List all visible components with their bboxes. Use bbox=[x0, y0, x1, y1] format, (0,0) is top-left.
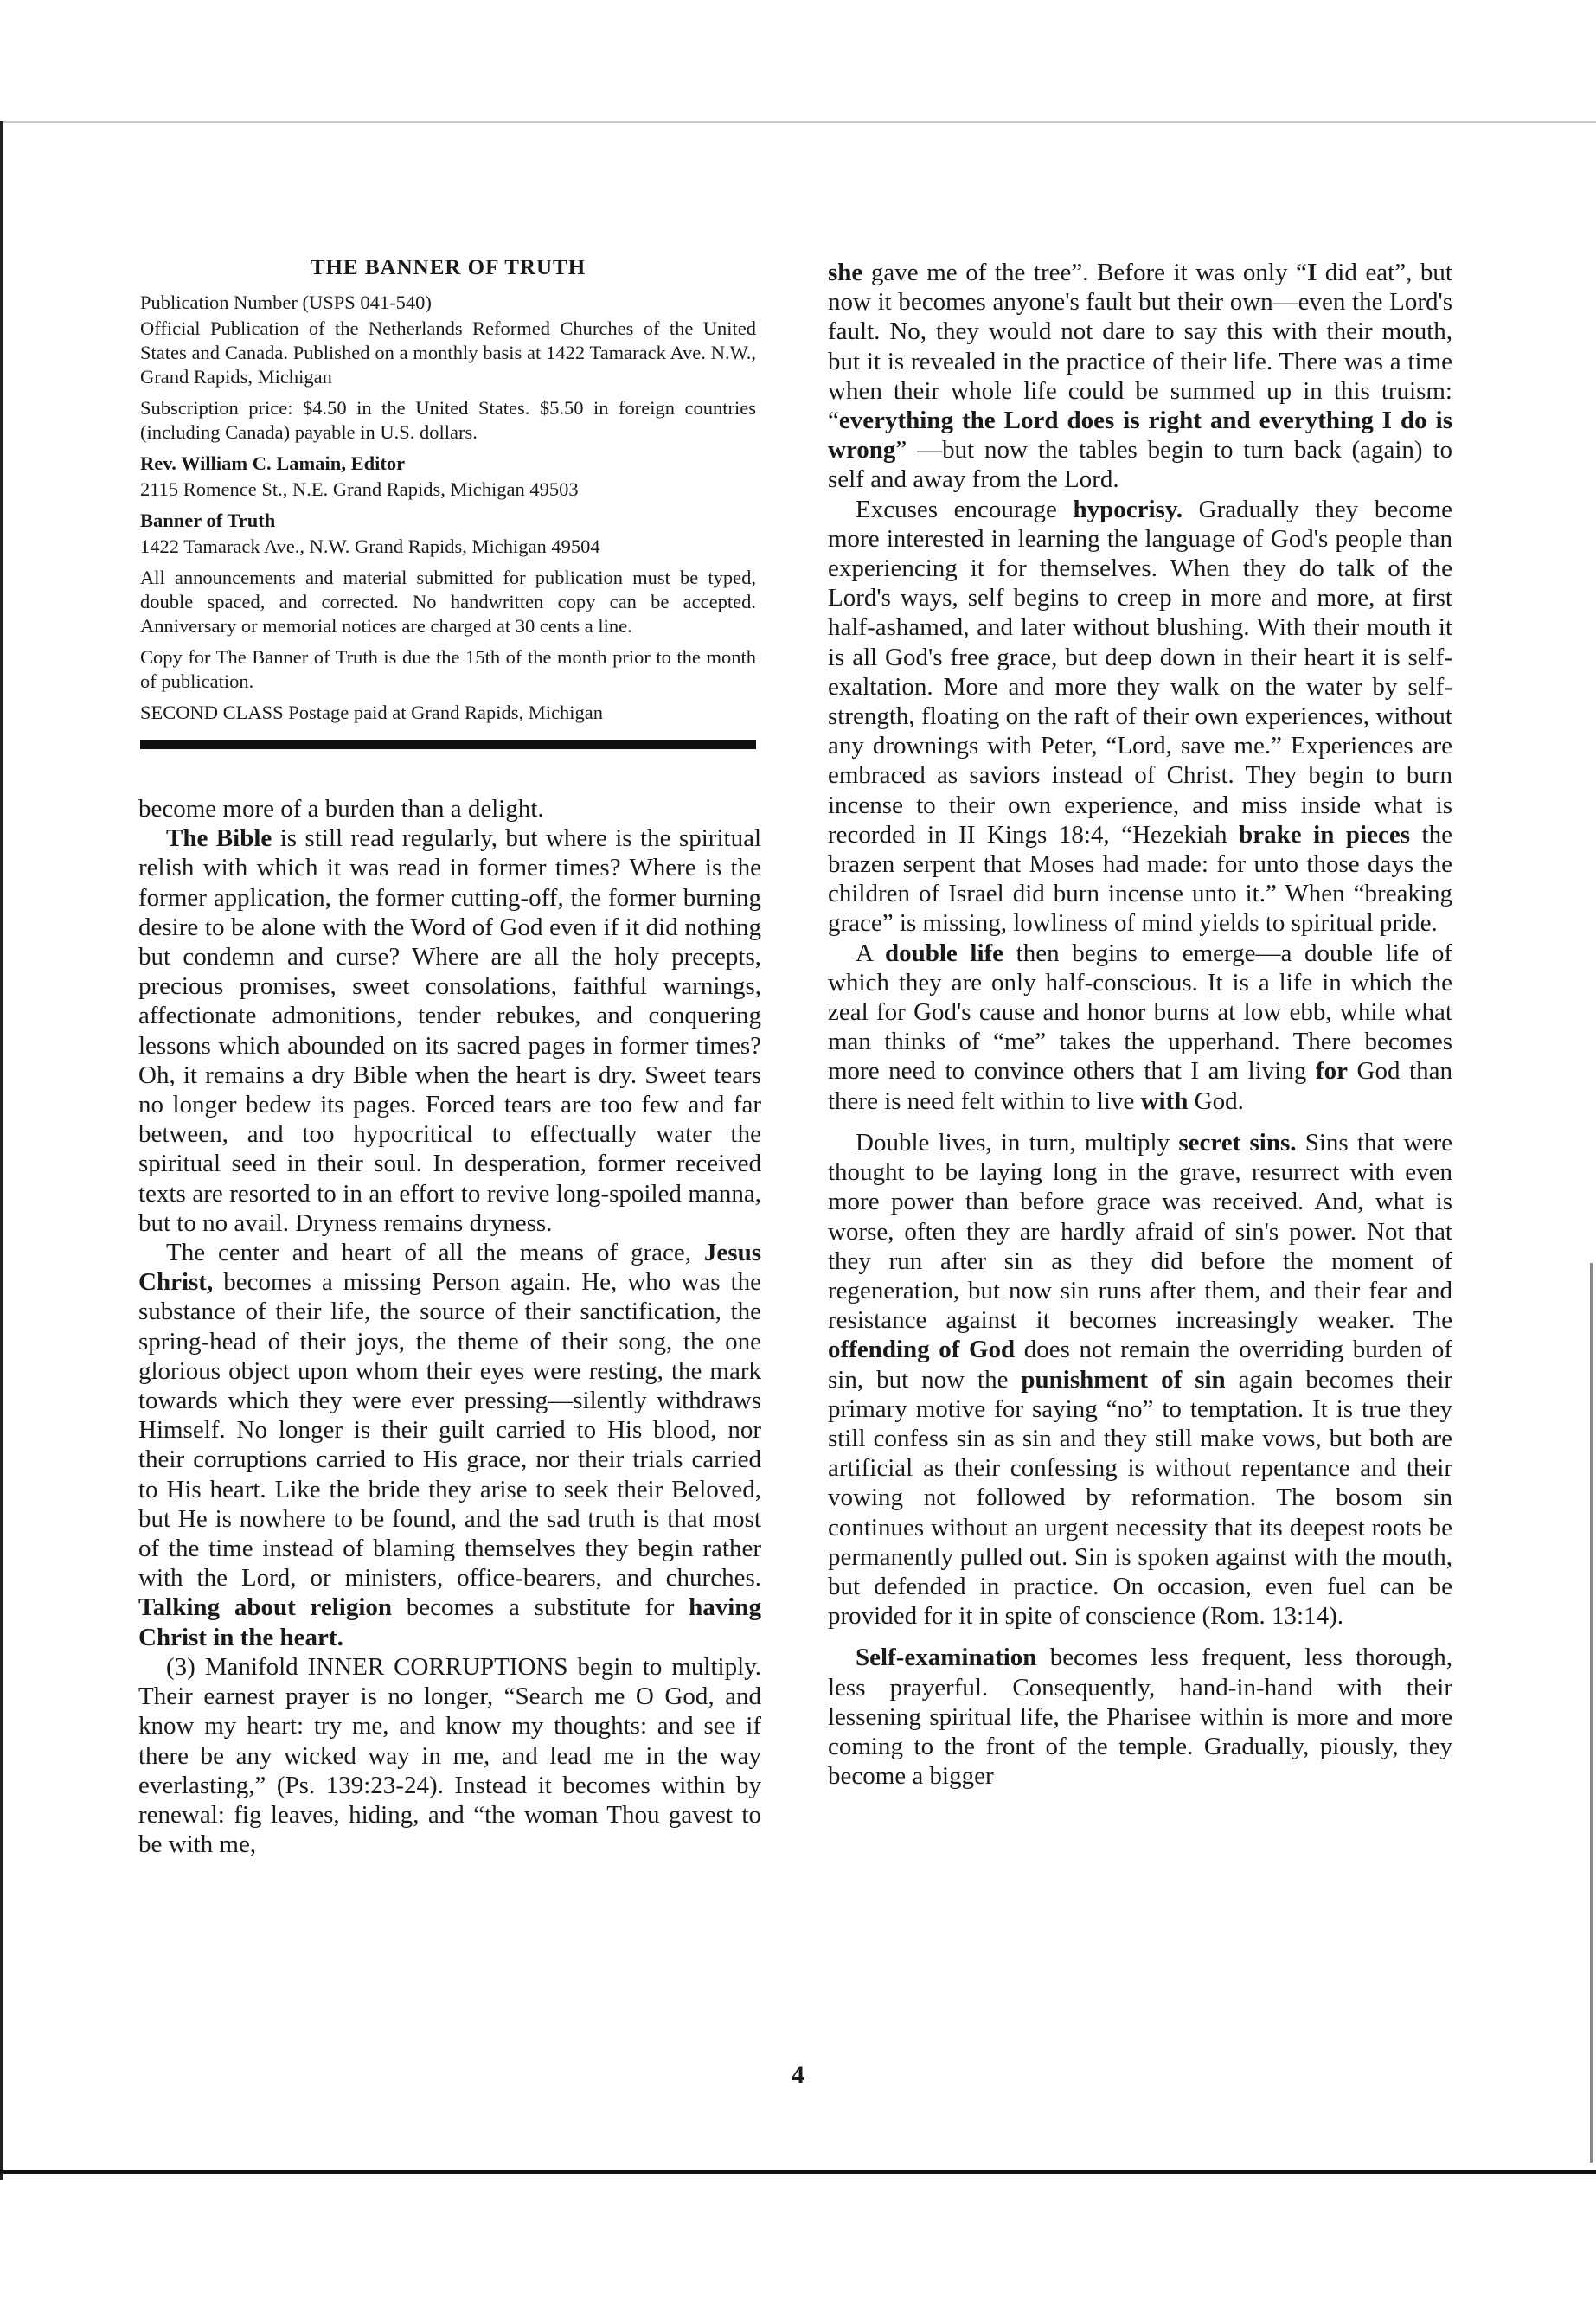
bold-phrase: having Christ in the heart. bbox=[138, 1593, 761, 1651]
left-scan-edge bbox=[0, 121, 3, 2180]
bold-phrase: double life bbox=[884, 939, 1004, 967]
text-run: Sins that were thought to be laying long in the grave, resurrect with even more power than before grace was received. And, what is worse, often they are hardly afraid of sin's power. Not that they run after sin as they did before the moment of regeneration, but now sin runs after them, and their fear and resistance against it becomes increasingly weaker. The bbox=[828, 1128, 1453, 1335]
bold-phrase: she bbox=[828, 259, 863, 286]
text-run: God than there is need felt within to live bbox=[828, 1057, 1452, 1115]
publication-number: Publication Number (USPS 041-540) bbox=[140, 292, 432, 313]
bottom-scan-rule bbox=[0, 2170, 1596, 2174]
text-run: God. bbox=[1188, 1086, 1244, 1115]
bold-phrase: everything the Lord does is right and everything I do is wrong bbox=[828, 407, 1452, 465]
bold-phrase: for bbox=[1315, 1057, 1348, 1086]
text-run: Excuses encourage bbox=[856, 495, 1074, 523]
text-run: Gradually they become more interested in learning the language of God's people than experiencing it for themselves. When they do talk of the Lord's ways, self begins to creep in more and more, at first half-ashamed, and later without blushing. With their mouth it is all God's free grace, but deep down in their heart it is self-exaltation. More and more they walk on the water by self-strength, floating on the raft of their own experiences, without any drownings with Peter, “Lord, save me.” Experiences are embraced as saviors instead of Christ. They begin to burn incense to their own experience, and miss inside what is recorded in II Kings 18:4, “Hezekiah bbox=[828, 495, 1452, 849]
banner-address: 1422 Tamarack Ave., N.W. Grand Rapids, Michigan 49504 bbox=[140, 535, 600, 557]
text-run: becomes less frequent, less thorough, less prayerful. Consequently, hand-in-hand with their lessening spiritual life, the Pharisee within is more and more coming to the front of the temple. Gradually, piously, they become a bigger bbox=[828, 1644, 1452, 1791]
postage-note: SECOND CLASS Postage paid at Grand Rapids, Michigan bbox=[140, 702, 603, 723]
bold-phrase: with bbox=[1140, 1086, 1189, 1115]
official-publication-note: Official Publication of the Netherlands Reformed Churches of the United States and Canada. Published on a monthly basis at 1422 Tamarack Ave. N.W., Grand Rapids, Michigan bbox=[140, 317, 756, 388]
text-run: is still read regularly, but where is the spiritual relish with which it was read in former times? Where is the former application, the former cutting-off, the former burning desire to be alone with the Word of God even if it did nothing but condemn and curse? Where are all the holy precepts, precious promises, sweet consolations, faithful warnings, affectionate admonitions, tender rebukes, and conquering lessons which abounded on its sacred pages in former times? Oh, it remains a dry Bible when the heart is dry. Sweet tears no longer bedew its pages. Forced tears are too few and far between, and too hypocritical to effectually water the spiritual seed in their soul. In desperation, former received texts are resorted to in an effort to revive long-spoiled manna, but to no avail. Dryness remains dryness. bbox=[138, 824, 761, 1237]
text-run: again becomes their primary motive for saying “no” to temptation. It is true they still confess sin as sin and they still make vows, but both are artificial as their confessing is without repentance and their vowing not followed by reformation. The bosom sin continues without an urgent necessity that its deepest roots be permanently pulled out. Sin is spoken against with the mouth, but defended in practice. On occasion, even fuel can be provided for it in spite of conscience (Rom. 13:14). bbox=[828, 1365, 1452, 1631]
bold-phrase: Self-examination bbox=[856, 1644, 1037, 1672]
bold-phrase: The Bible bbox=[166, 824, 272, 853]
page-number: 4 bbox=[792, 2061, 804, 2089]
paragraph bbox=[828, 1128, 1452, 1631]
copy-deadline-note: Copy for The Banner of Truth is due the 15th of the month prior to the month of publication. bbox=[140, 646, 756, 692]
masthead-divider bbox=[140, 740, 756, 749]
bold-phrase: secret sins. bbox=[1178, 1128, 1297, 1157]
text-run: The center and heart of all the means of grace, bbox=[166, 1239, 704, 1267]
announcements-note: All announcements and material submitted for publication must be typed, double spaced, and corrected. No handwritten copy can be accepted. Anniversary or memorial notices are charged at 30 cents a line. bbox=[140, 567, 756, 637]
bold-phrase: hypocrisy. bbox=[1073, 495, 1183, 523]
left-article-column bbox=[138, 794, 761, 1859]
right-scan-edge bbox=[1590, 1263, 1593, 2163]
text-run: did eat”, but now it becomes anyone's fault but their own—even the Lord's fault. No, they would not dare to say this with their mouth, but it is revealed in the practice of their life. There was a time when their whole life could be summed up in this truism: “ bbox=[828, 259, 1452, 435]
masthead-title: THE BANNER OF TRUTH bbox=[310, 256, 586, 279]
paragraph bbox=[828, 939, 1452, 1116]
text-run: then begins to emerge—a double life of which they are only half-conscious. It is a life in which the zeal for God's cause and honor burns at low ebb, while what man thinks of “me” takes the upperhand. There becomes more need to convince others that I am living bbox=[828, 939, 1452, 1086]
text-run: does not remain the overriding burden of sin, but now the bbox=[828, 1336, 1452, 1394]
paragraph: (3) Manifold INNER CORRUPTIONS begin to multiply. Their earnest prayer is no longer, “Search me O God, and know my heart: try me, and know my thoughts: and see if there be any wicked way in me, and lead me in the way everlasting,” (Ps. 139:23-24). Instead it becomes within by renewal: fig leaves, hiding, and “the woman Thou gavest to be with me, bbox=[138, 1652, 761, 1859]
top-scan-rule bbox=[0, 121, 1596, 123]
text-run: becomes a substitute for bbox=[392, 1593, 689, 1622]
bold-phrase: Jesus Christ, bbox=[138, 1239, 761, 1297]
text-run: gave me of the tree”. Before it was only “ bbox=[862, 259, 1307, 286]
bold-phrase: offending of God bbox=[828, 1336, 1016, 1364]
text-run: A bbox=[856, 939, 885, 967]
right-article-column bbox=[828, 258, 1452, 1791]
text-run: becomes a missing Person again. He, who was the substance of their life, the source of their sanctification, the spring-head of their joys, the theme of their song, the one glorious object upon whom their eyes were resting, the mark towards which they were ever pressing—silently withdraws Himself. No longer is their guilt carried to His blood, nor their corruptions carried to His grace, nor their trials carried to His heart. Like the bride they arise to seek their Beloved, but He is nowhere to be found, and the sad truth is that most of the time instead of blaming themselves they begin rather with the Lord, or ministers, office-bearers, and churches. bbox=[138, 1268, 761, 1593]
paragraph bbox=[828, 495, 1452, 939]
bold-phrase: brake in pieces bbox=[1239, 820, 1410, 849]
text-run: ” —but now the tables begin to turn back (again) to self and away from the Lord. bbox=[828, 436, 1452, 494]
paragraph bbox=[138, 1238, 761, 1652]
banner-name: Banner of Truth bbox=[140, 510, 276, 531]
text-run: Double lives, in turn, multiply bbox=[856, 1128, 1179, 1157]
paragraph: become more of a burden than a delight. bbox=[138, 795, 544, 823]
subscription-price: Subscription price: $4.50 in the United States. $5.50 in foreign countries (including Canada) payable in U.S. dollars. bbox=[140, 397, 756, 443]
paragraph bbox=[828, 258, 1452, 495]
paragraph bbox=[138, 824, 761, 1238]
paragraph bbox=[828, 1643, 1452, 1791]
masthead bbox=[140, 256, 756, 749]
bold-phrase: Talking about religion bbox=[138, 1593, 393, 1622]
text-run: the brazen serpent that Moses had made: for unto those days the children of Israel did burn incense unto it.” When “breaking grace” is missing, lowliness of mind yields to spiritual pride. bbox=[828, 820, 1452, 938]
bold-phrase: punishment of sin bbox=[1021, 1365, 1226, 1394]
bold-phrase: I bbox=[1306, 259, 1317, 286]
editor-name: Rev. William C. Lamain, Editor bbox=[140, 452, 406, 474]
editor-address: 2115 Romence St., N.E. Grand Rapids, Michigan 49503 bbox=[140, 478, 579, 500]
